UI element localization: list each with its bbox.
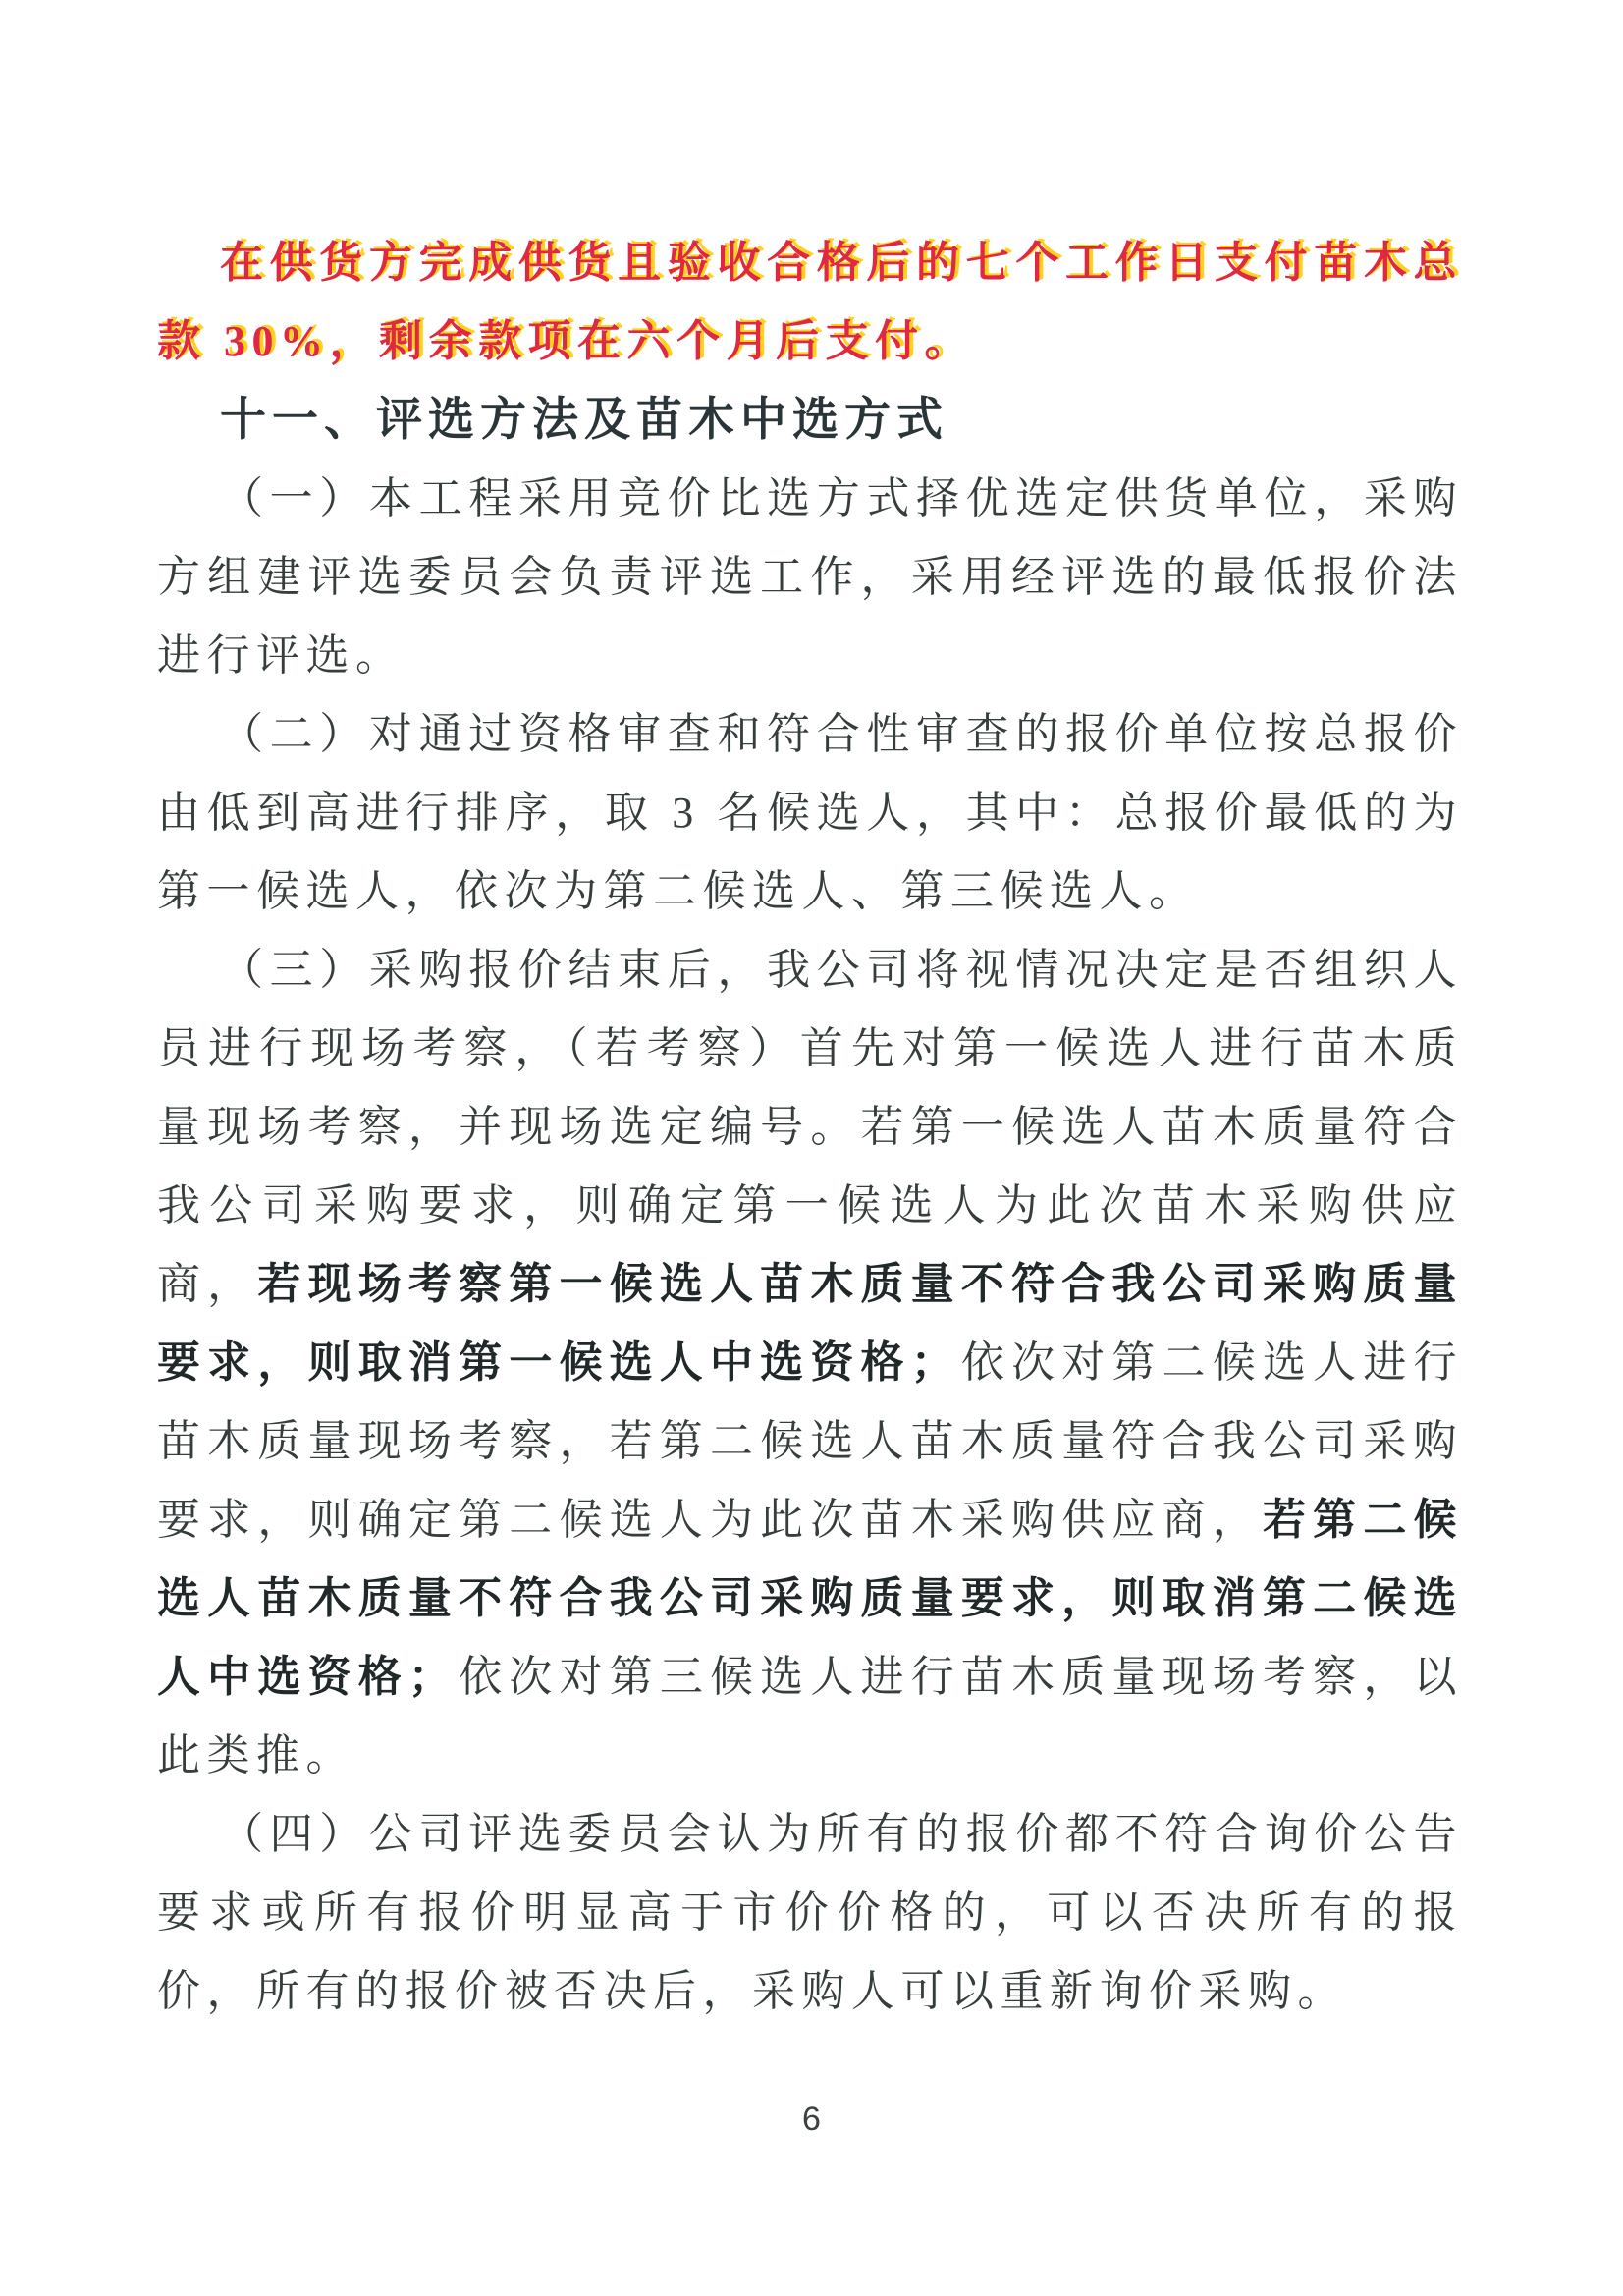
body-text: （三）采购报价结束后，我公司将视情况决定是否组织人员进行现场考察，（若考察）首先对第一候选人进行苗木质量现场考察，并现场选定编号。若第一候选人苗木质量符合我公司采购要求，则确定第一候选人为此次苗木采购供应商，: [157, 946, 1463, 1308]
emphasized-text: 若现场考察第一候选人苗木质量不符合我公司采购质量要求，则取消第一候选人中选资格；: [157, 1260, 1464, 1387]
body-text: 依次对第二候选人进行苗木质量现场考察，若第二候选人苗木质量符合我公司采购要求，则确定第二候选人为此次苗木采购供应商，: [157, 1339, 1464, 1544]
body-paragraphs: [157, 460, 1463, 2031]
body-text: （二）对通过资格审查和符合性审查的报价单位按总报价由低到高进行排序，取 3 名候选人，其中：总报价最低的为第一候选人，依次为第二候选人、第三候选人。: [157, 710, 1463, 915]
section-heading: 十一、评选方法及苗木中选方式: [220, 395, 948, 446]
body-paragraph: [157, 1795, 1463, 2031]
body-paragraph: [157, 695, 1463, 931]
body-text: 依次对第三候选人进行苗木质量现场考察，以此类推。: [157, 1653, 1464, 1779]
body-text: （四）公司评选委员会认为所有的报价都不符合询价公告要求或所有报价明显高于市价价格的，可以否决所有的报价，所有的报价被否决后，采购人可以重新询价采购。: [157, 1810, 1463, 2015]
emphasized-text: 若第二候选人苗木质量不符合我公司采购质量要求，则取消第二候选人中选: [157, 1496, 1464, 1701]
emphasized-text: 资格；: [307, 1653, 459, 1701]
body-paragraph: [157, 931, 1463, 1795]
payment-highlight-paragraph: 在供货方完成供货且验收合格后的七个工作日支付苗木总款 30%，剩余款项在六个月后支付。: [157, 239, 1463, 365]
page-number: 6: [802, 2101, 821, 2138]
document-content: [157, 224, 1463, 2031]
body-paragraph: [157, 460, 1463, 695]
body-text: （一）本工程采用竞价比选方式择优选定供货单位，采购方组建评选委员会负责评选工作，采用经评选的最低报价法进行评选。: [157, 474, 1463, 680]
